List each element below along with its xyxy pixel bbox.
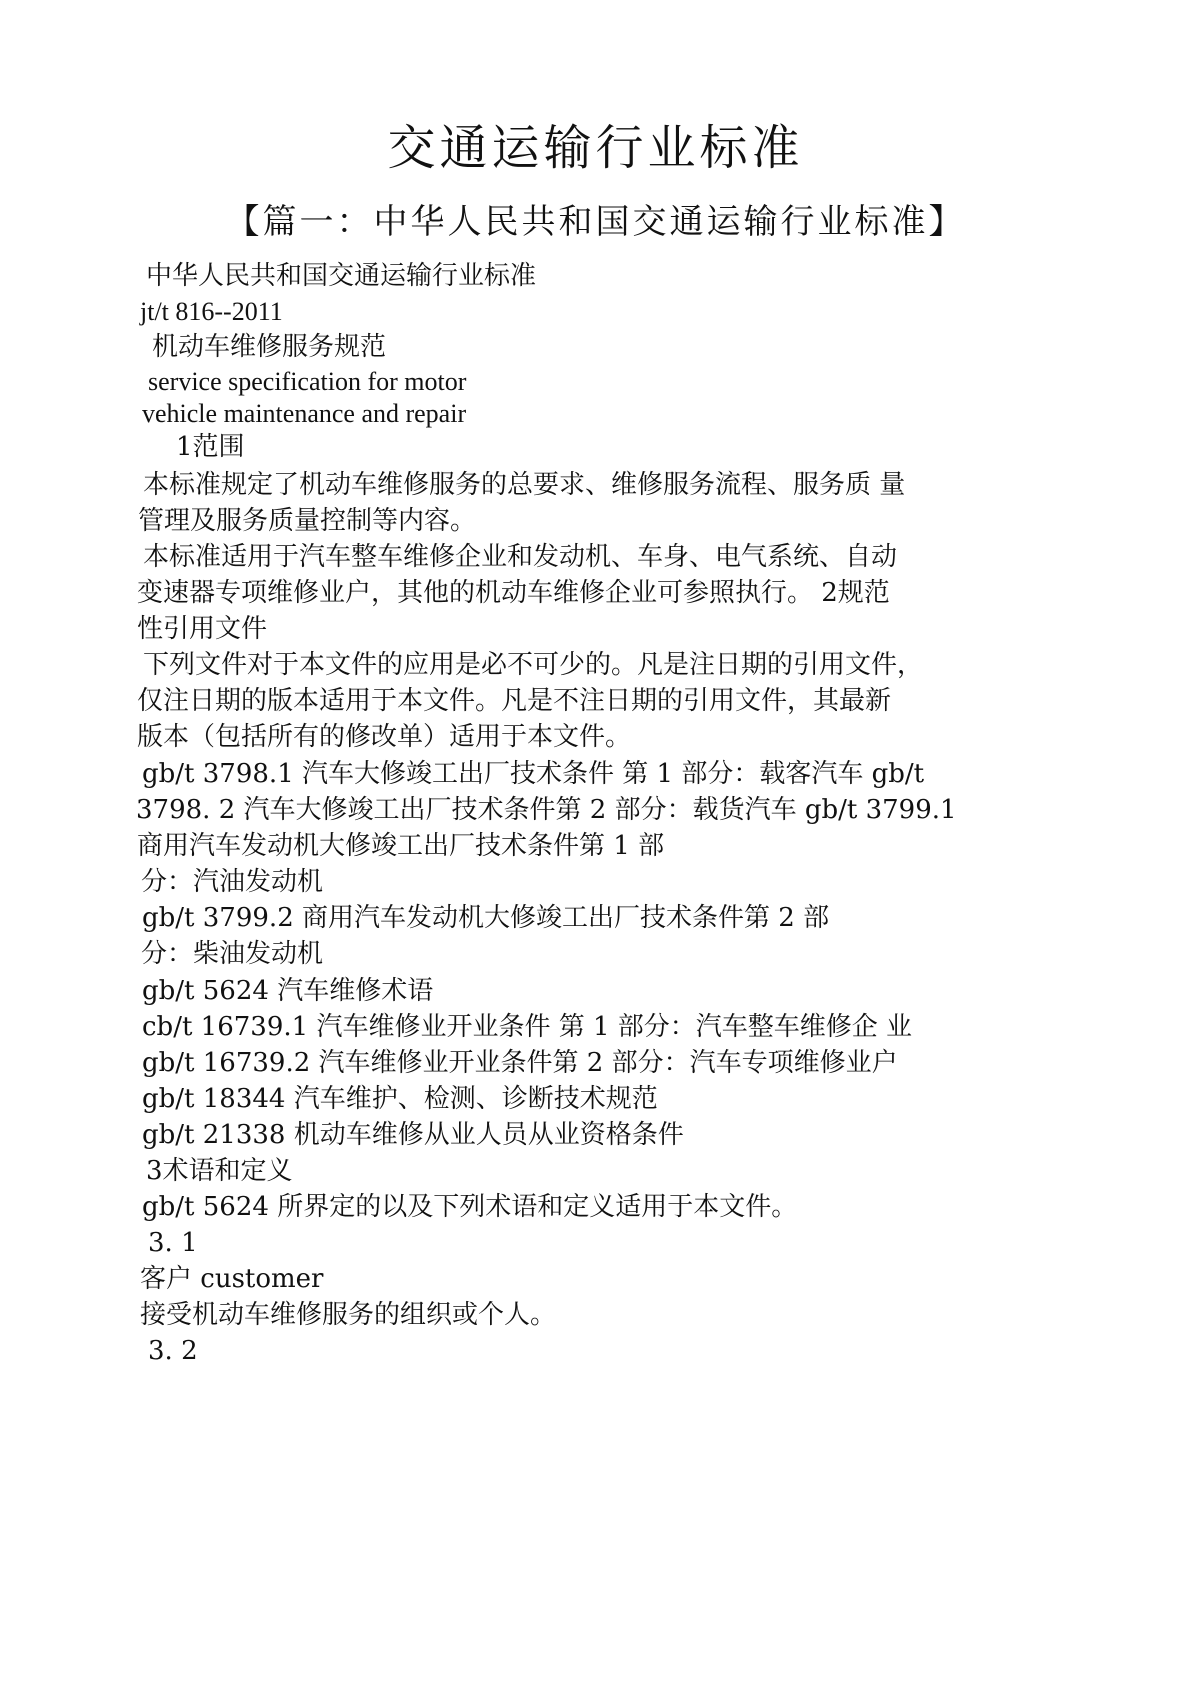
body-line-paragraph: 本标准适用于汽车整车维修企业和发动机、车身、电气系统、自动 <box>143 542 898 572</box>
body-line-paragraph: gb/t 5624 所界定的以及下列术语和定义适用于本文件。 <box>142 1192 798 1222</box>
body-line-reference: 分：柴油发动机 <box>141 939 324 969</box>
body-line-reference: gb/t 18344 汽车维护、检测、诊断技术规范 <box>142 1084 658 1114</box>
body-line-reference: gb/t 21338 机动车维修从业人员从业资格条件 <box>142 1120 684 1150</box>
body-line-paragraph: 版本（包括所有的修改单）适用于本文件。 <box>137 722 632 752</box>
body-line-paragraph: 管理及服务质量控制等内容。 <box>138 506 477 536</box>
body-line-doc-title-en-2: vehicle maintenance and repair <box>142 399 467 428</box>
body-line-reference: gb/t 16739.2 汽车维修业开业条件第 2 部分：汽车专项维修业户 <box>142 1048 898 1078</box>
body-line-reference: cb/t 16739.1 汽车维修业开业条件 第 1 部分：汽车整车维修企 业 <box>142 1012 913 1042</box>
body-line-reference: gb/t 3799.2 商用汽车发动机大修竣工出厂技术条件第 2 部 <box>142 903 830 933</box>
body-line-clause-number: 3. 1 <box>148 1228 198 1258</box>
page-title: 交通运输行业标准 <box>387 120 804 176</box>
section-heading: 【篇一：中华人民共和国交通运输行业标准】 <box>225 202 966 242</box>
body-line-heading-terms: 3术语和定义 <box>146 1156 293 1186</box>
body-line-heading-scope: 1范围 <box>176 432 245 462</box>
body-line-paragraph: 本标准规定了机动车维修服务的总要求、维修服务流程、服务质 量 <box>143 470 906 500</box>
body-line-paragraph: 变速器专项维修业户，其他的机动车维修企业可参照执行。 2规范 <box>137 578 890 608</box>
body-line-doc-title-en-1: service specification for motor <box>148 367 467 396</box>
body-line-paragraph: 性引用文件 <box>137 614 268 644</box>
body-line-paragraph: 下列文件对于本文件的应用是必不可少的。凡是注日期的引用文件， <box>143 650 924 680</box>
body-line-definition: 接受机动车维修服务的组织或个人。 <box>140 1300 557 1330</box>
body-line-standard-name: 中华人民共和国交通运输行业标准 <box>146 261 537 291</box>
body-line-reference: 分：汽油发动机 <box>141 867 324 897</box>
body-line-paragraph: 仅注日期的版本适用于本文件。凡是不注日期的引用文件，其最新 <box>137 686 892 716</box>
body-line-term: 客户 customer <box>140 1264 324 1294</box>
body-line-doc-title-cn: 机动车维修服务规范 <box>152 332 387 362</box>
body-line-clause-number: 3. 2 <box>148 1336 198 1366</box>
body-line-reference: 3798. 2 汽车大修竣工出厂技术条件第 2 部分：载货汽车 gb/t 3799.1 <box>136 795 957 825</box>
body-line-reference: gb/t 5624 汽车维修术语 <box>142 976 434 1006</box>
body-line-reference: gb/t 3798.1 汽车大修竣工出厂技术条件 第 1 部分：载客汽车 gb/t <box>142 759 925 789</box>
body-line-reference: 商用汽车发动机大修竣工出厂技术条件第 1 部 <box>137 831 665 861</box>
body-line-standard-code: jt/t 816--2011 <box>140 297 283 326</box>
